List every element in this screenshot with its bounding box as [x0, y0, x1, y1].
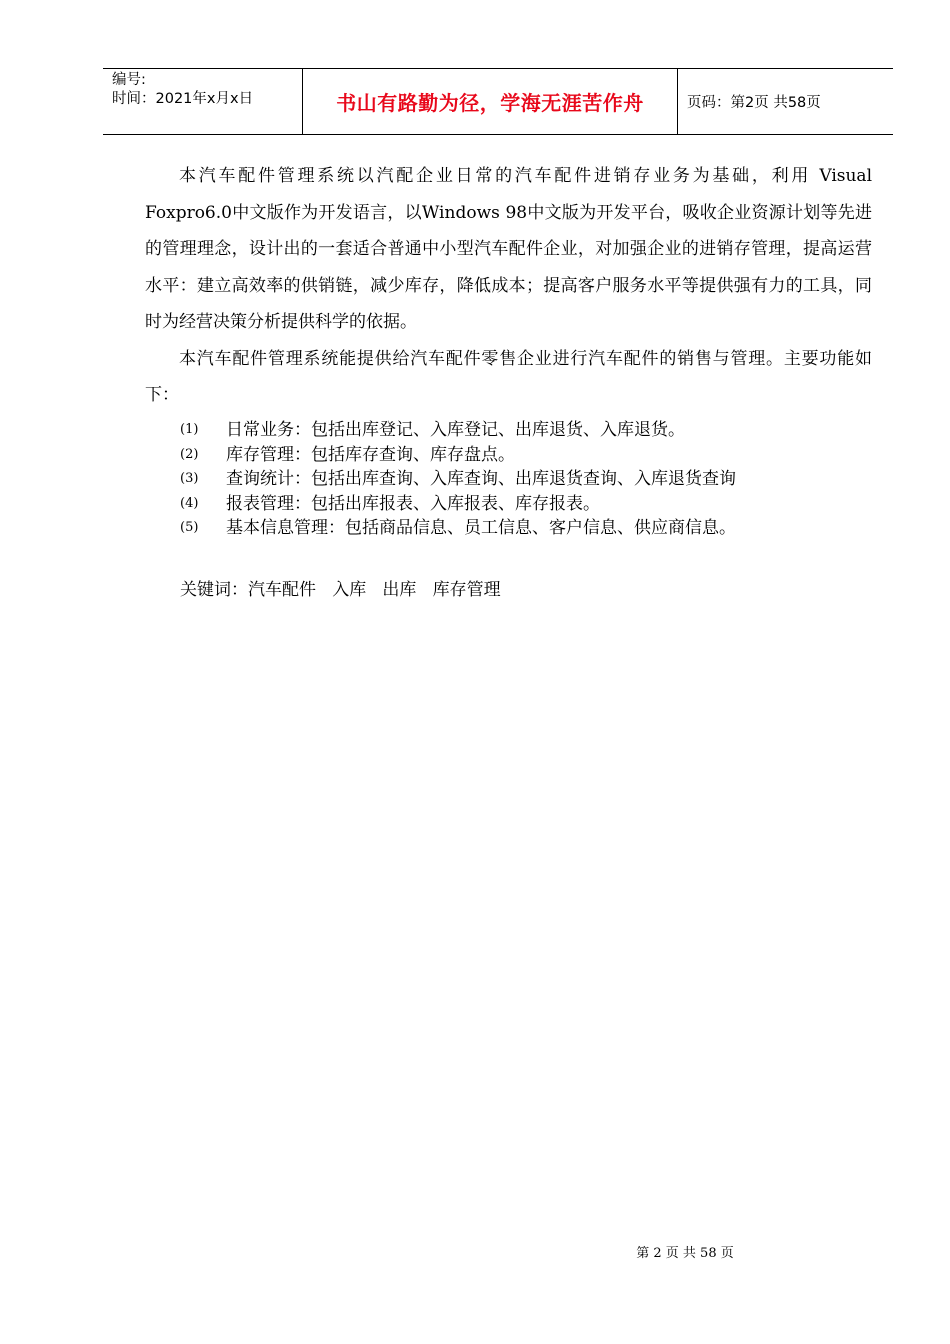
- list-item: [180, 418, 736, 443]
- list-item-text: 库存管理：包括库存查询、库存盘点。: [226, 444, 515, 465]
- keywords-line: 关键词：汽车配件 入库 出库 库存管理: [180, 580, 501, 600]
- document-body: [145, 158, 872, 414]
- list-item: [180, 492, 736, 517]
- list-item-text: 查询统计：包括出库查询、入库查询、出库退货查询、入库退货查询: [226, 469, 736, 489]
- body-paragraph: 本汽车配件管理系统以汽配企业日常的汽车配件进销存业务为基础，利用 Visual Foxpro6.0中文版作为开发语言，以Windows 98中文版为开发平台，吸收企业资源计划等先进的管理理念，设计出的一套适合普通中小型汽车配件企业，对加强企业的进销存管理，提高运营水平：建立高效率的供销链，减少库存，降低成本；提高客户服务水平等提供强有力的工具，同时为经营决策分析提供科学的依据。: [145, 166, 872, 332]
- header-number-label: 编号:: [112, 72, 146, 88]
- list-item: [180, 516, 736, 541]
- list-item-text: 报表管理：包括出库报表、入库报表、库存报表。: [226, 493, 600, 514]
- list-item-number: (4): [180, 495, 199, 511]
- header-page-info: 页码：第2页 共58页: [687, 95, 821, 111]
- body-paragraph: 本汽车配件管理系统能提供给汽车配件零售企业进行汽车配件的销售与管理。主要功能如下：: [145, 348, 872, 405]
- page-footer: 第 2 页 共 58 页: [636, 1246, 734, 1261]
- list-item: [180, 443, 736, 468]
- list-item: [180, 467, 736, 492]
- feature-list: [180, 418, 736, 541]
- list-item-number: (1): [180, 422, 199, 437]
- page-header: [103, 68, 893, 135]
- list-item-number: (3): [180, 471, 199, 486]
- list-item-number: (2): [180, 446, 199, 462]
- list-item-number: (5): [180, 520, 199, 535]
- header-meta: [103, 69, 303, 134]
- header-motto: 书山有路勤为径，学海无涯苦作舟: [303, 69, 678, 134]
- list-item-text: 日常业务：包括出库登记、入库登记、出库退货、入库退货。: [226, 420, 685, 440]
- list-item-text: 基本信息管理：包括商品信息、员工信息、客户信息、供应商信息。: [226, 518, 736, 538]
- header-time-label: 时间：2021年x月x日: [112, 91, 254, 107]
